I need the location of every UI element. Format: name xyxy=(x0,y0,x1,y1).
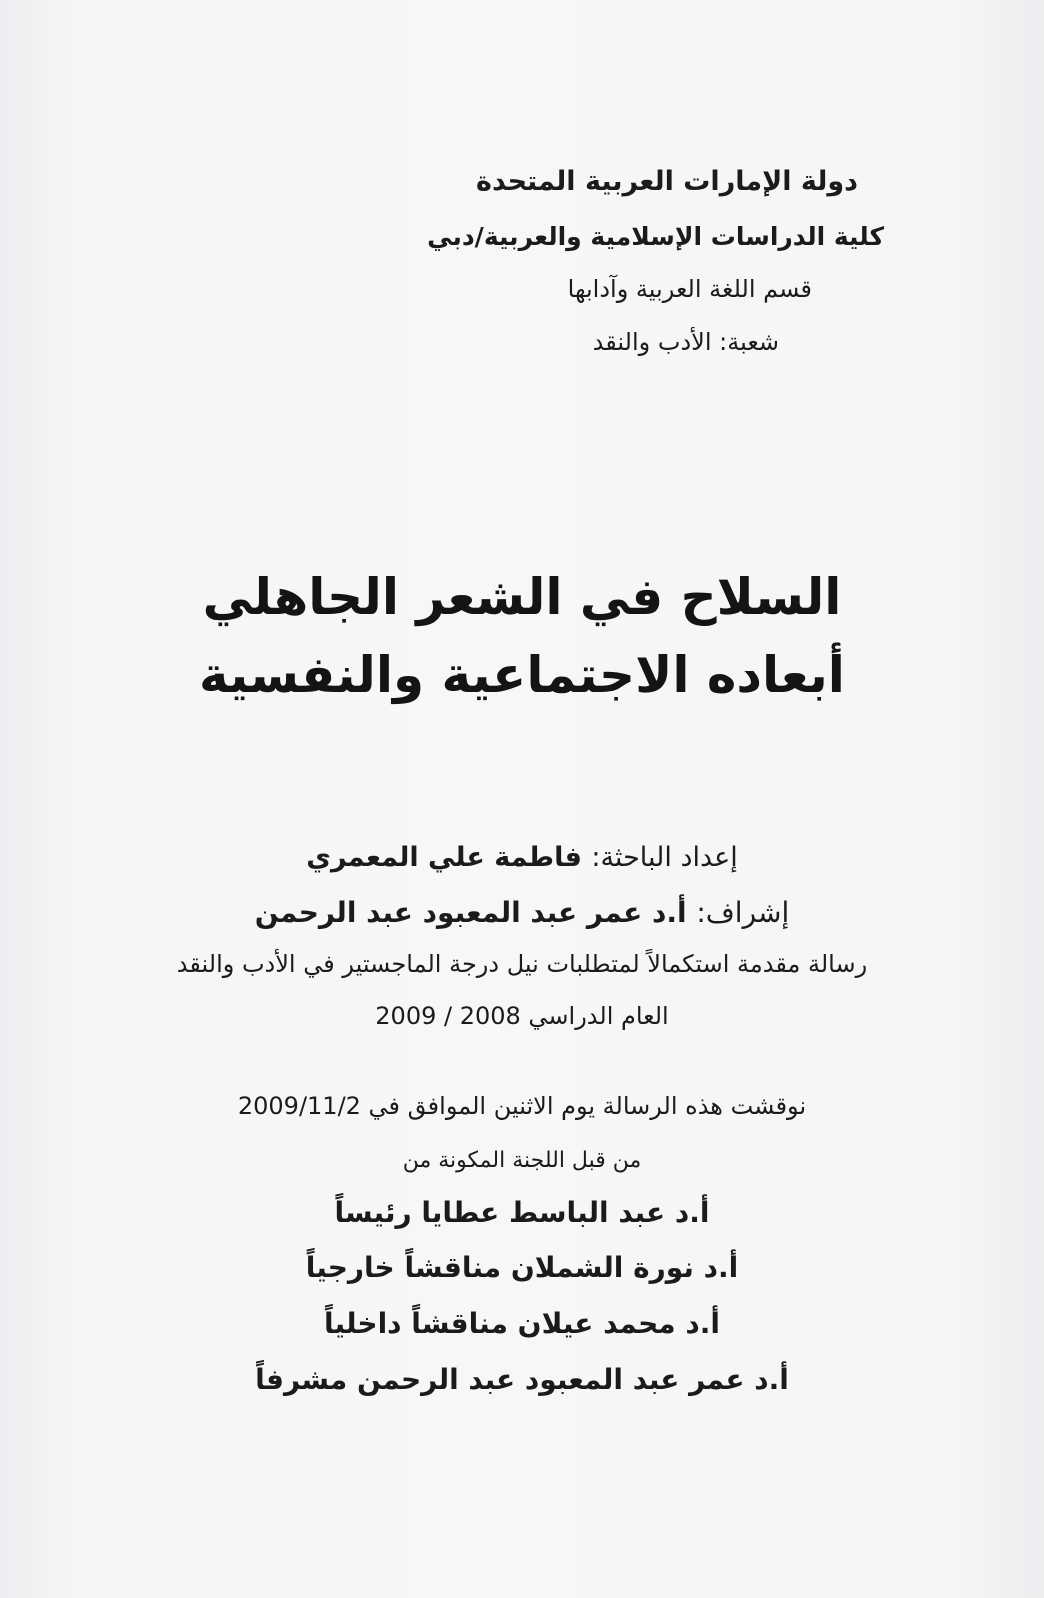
header-country: دولة الإمارات العربية المتحدة xyxy=(476,166,858,197)
thesis-title-line-1: السلاح في الشعر الجاهلي xyxy=(202,568,842,626)
thesis-note: رسالة مقدمة استكمالاً لمتطلبات نيل درجة الماجستير في الأدب والنقد xyxy=(176,950,868,978)
supervisor-label: إشراف: xyxy=(696,896,790,929)
committee-member-internal: أ.د محمد عيلان مناقشاً داخلياً xyxy=(324,1307,720,1340)
header-division: شعبة: الأدب والنقد xyxy=(592,328,779,356)
header-department: قسم اللغة العربية وآدابها xyxy=(567,275,812,303)
committee-member-external: أ.د نورة الشملان مناقشاً خارجياً xyxy=(305,1251,739,1284)
academic-year: العام الدراسي 2008 / 2009 xyxy=(375,1002,669,1030)
defense-statement: نوقشت هذه الرسالة يوم الاثنين الموافق في 2009/11/2 xyxy=(237,1092,807,1120)
researcher-label: إعداد الباحثة: xyxy=(591,842,738,873)
researcher-line xyxy=(0,842,1044,873)
researcher-name: فاطمة علي المعمري xyxy=(306,842,582,873)
header-college: كلية الدراسات الإسلامية والعربية/دبي xyxy=(427,222,884,251)
supervisor-name: أ.د عمر عبد المعبود عبد الرحمن xyxy=(254,896,687,929)
thesis-title-line-2: أبعاده الاجتماعية والنفسية xyxy=(199,646,845,704)
committee-member-chair: أ.د عبد الباسط عطايا رئيساً xyxy=(334,1196,710,1229)
committee-intro: من قبل اللجنة المكونة من xyxy=(402,1148,642,1173)
committee-member-supervisor: أ.د عمر عبد المعبود عبد الرحمن مشرفاً xyxy=(255,1363,789,1396)
supervisor-line xyxy=(0,896,1044,929)
